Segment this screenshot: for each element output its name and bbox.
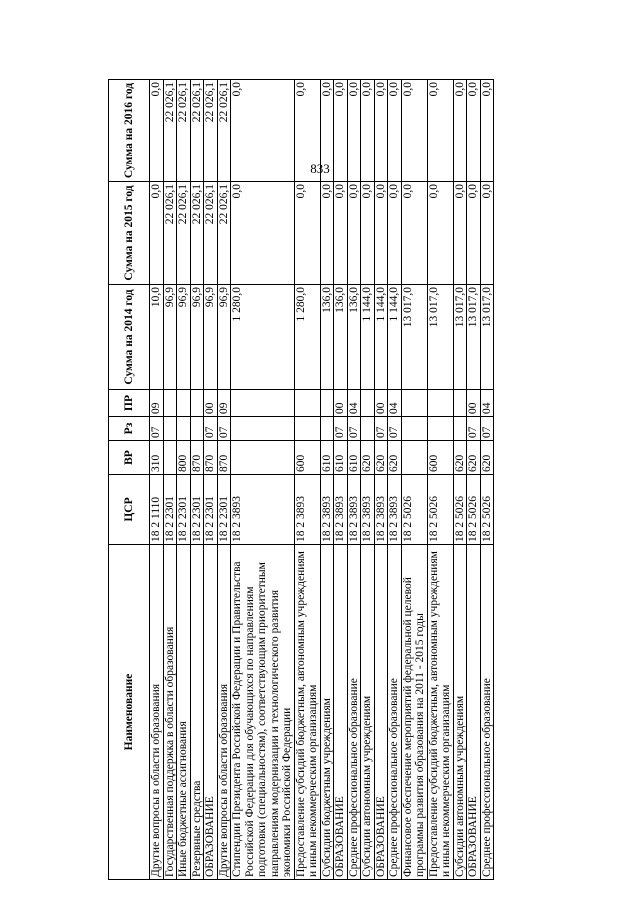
table-row bbox=[163, 80, 177, 880]
row-csr-cell: 18 2 5026 bbox=[480, 475, 494, 545]
table-header-row bbox=[109, 80, 150, 880]
row-sum-2016-cell: 0,0 bbox=[374, 80, 388, 182]
row-rz-cell bbox=[231, 417, 295, 441]
row-pr-cell bbox=[320, 390, 334, 417]
row-sum-2015-cell: 0,0 bbox=[480, 182, 494, 285]
row-csr-cell: 18 2 3893 bbox=[347, 475, 361, 545]
row-sum-2014-cell: 1 144,0 bbox=[388, 285, 402, 390]
row-csr-cell: 18 2 5026 bbox=[453, 475, 467, 545]
row-sum-2014-cell: 96,9 bbox=[190, 285, 204, 390]
row-csr-cell: 18 2 2301 bbox=[177, 475, 191, 545]
row-name-cell: Субсидии бюджетным учреждениям bbox=[320, 545, 334, 880]
row-name-cell: Государственная поддержка в области образования bbox=[163, 545, 177, 880]
row-name-cell: Финансовое обеспечение мероприятий федеральной целевой программы развития образования на 2011 - 2015 годы bbox=[401, 545, 427, 880]
row-vr-cell bbox=[401, 441, 427, 475]
row-csr-cell: 18 2 5026 bbox=[467, 475, 481, 545]
row-name-cell: Среднее профессиональное образование bbox=[480, 545, 494, 880]
table-row bbox=[190, 80, 204, 880]
row-name-cell: Другие вопросы в области образования bbox=[150, 545, 164, 880]
row-name-cell: ОБРАЗОВАНИЕ bbox=[204, 545, 218, 880]
row-vr-cell: 310 bbox=[150, 441, 164, 475]
row-vr-cell: 620 bbox=[467, 441, 481, 475]
row-sum-2015-cell: 0,0 bbox=[294, 182, 320, 285]
row-sum-2015-cell: 0,0 bbox=[374, 182, 388, 285]
row-sum-2016-cell: 22 026,1 bbox=[217, 80, 231, 182]
row-rz-cell: 07 bbox=[374, 417, 388, 441]
table-row bbox=[231, 80, 295, 880]
row-sum-2014-cell: 13 017,0 bbox=[480, 285, 494, 390]
row-vr-cell: 870 bbox=[190, 441, 204, 475]
row-rz-cell: 07 bbox=[480, 417, 494, 441]
row-sum-2016-cell: 22 026,1 bbox=[177, 80, 191, 182]
row-sum-2015-cell: 0,0 bbox=[467, 182, 481, 285]
row-sum-2015-cell: 0,0 bbox=[401, 182, 427, 285]
row-rz-cell: 07 bbox=[150, 417, 164, 441]
row-pr-cell bbox=[294, 390, 320, 417]
row-pr-cell bbox=[427, 390, 453, 417]
header-vr: ВР bbox=[109, 441, 150, 475]
row-pr-cell: 09 bbox=[150, 390, 164, 417]
row-rz-cell: 07 bbox=[388, 417, 402, 441]
row-sum-2015-cell: 22 026,1 bbox=[204, 182, 218, 285]
page-number: 833 bbox=[310, 161, 330, 176]
row-rz-cell: 07 bbox=[217, 417, 231, 441]
row-vr-cell bbox=[163, 441, 177, 475]
row-sum-2014-cell: 13 017,0 bbox=[401, 285, 427, 390]
row-sum-2014-cell: 13 017,0 bbox=[427, 285, 453, 390]
row-sum-2016-cell: 0,0 bbox=[388, 80, 402, 182]
header-rz: Рз bbox=[109, 417, 150, 441]
table-row bbox=[480, 80, 494, 880]
header-sum-2015: Сумма на 2015 год bbox=[109, 182, 150, 285]
row-vr-cell: 620 bbox=[388, 441, 402, 475]
row-vr-cell: 600 bbox=[294, 441, 320, 475]
row-rz-cell: 07 bbox=[467, 417, 481, 441]
row-pr-cell: 00 bbox=[204, 390, 218, 417]
row-sum-2016-cell: 22 026,1 bbox=[163, 80, 177, 182]
table-row bbox=[320, 80, 334, 880]
rotated-table-container bbox=[108, 80, 538, 880]
table-row bbox=[361, 80, 375, 880]
table-row bbox=[294, 80, 320, 880]
row-rz-cell: 07 bbox=[334, 417, 348, 441]
row-rz-cell bbox=[294, 417, 320, 441]
row-sum-2015-cell: 0,0 bbox=[347, 182, 361, 285]
row-sum-2016-cell: 0,0 bbox=[150, 80, 164, 182]
row-csr-cell: 18 2 2301 bbox=[163, 475, 177, 545]
row-name-cell: Иные бюджетные ассигнования bbox=[177, 545, 191, 880]
row-sum-2014-cell: 1 144,0 bbox=[361, 285, 375, 390]
row-pr-cell: 00 bbox=[334, 390, 348, 417]
row-sum-2016-cell: 0,0 bbox=[231, 80, 295, 182]
row-sum-2015-cell: 22 026,1 bbox=[177, 182, 191, 285]
row-csr-cell: 18 2 3893 bbox=[361, 475, 375, 545]
row-csr-cell: 18 2 3893 bbox=[334, 475, 348, 545]
row-csr-cell: 18 2 5026 bbox=[427, 475, 453, 545]
row-name-cell: ОБРАЗОВАНИЕ bbox=[467, 545, 481, 880]
row-name-cell: Среднее профессиональное образование bbox=[347, 545, 361, 880]
row-rz-cell bbox=[361, 417, 375, 441]
row-vr-cell: 620 bbox=[374, 441, 388, 475]
row-vr-cell: 600 bbox=[427, 441, 453, 475]
row-csr-cell: 18 2 5026 bbox=[401, 475, 427, 545]
row-sum-2016-cell: 0,0 bbox=[361, 80, 375, 182]
row-csr-cell: 18 2 1110 bbox=[150, 475, 164, 545]
row-rz-cell bbox=[320, 417, 334, 441]
row-vr-cell: 870 bbox=[204, 441, 218, 475]
row-name-cell: Субсидии автономным учреждениям bbox=[361, 545, 375, 880]
row-name-cell: Стипендии Президента Российской Федерации и Правительства Российской Федерации для обучающихся по направлениям подготовки (специальностям), соответствующим приоритетным направлениям модернизации и технологического развития экономики Российской Федерации bbox=[231, 545, 295, 880]
row-sum-2014-cell: 1 280,0 bbox=[231, 285, 295, 390]
row-name-cell: Среднее профессиональное образование bbox=[388, 545, 402, 880]
row-name-cell: Резервные средства bbox=[190, 545, 204, 880]
row-vr-cell bbox=[231, 441, 295, 475]
row-sum-2014-cell: 13 017,0 bbox=[467, 285, 481, 390]
row-sum-2016-cell: 0,0 bbox=[427, 80, 453, 182]
table-row bbox=[401, 80, 427, 880]
table-row bbox=[388, 80, 402, 880]
row-sum-2015-cell: 0,0 bbox=[320, 182, 334, 285]
row-name-cell: ОБРАЗОВАНИЕ bbox=[334, 545, 348, 880]
row-sum-2016-cell: 0,0 bbox=[453, 80, 467, 182]
row-csr-cell: 18 2 3893 bbox=[294, 475, 320, 545]
table-row bbox=[334, 80, 348, 880]
header-pr: ПР bbox=[109, 390, 150, 417]
table-body bbox=[150, 80, 494, 880]
table-row bbox=[453, 80, 467, 880]
row-sum-2015-cell: 22 026,1 bbox=[190, 182, 204, 285]
row-sum-2016-cell: 0,0 bbox=[480, 80, 494, 182]
row-csr-cell: 18 2 3893 bbox=[231, 475, 295, 545]
row-csr-cell: 18 2 2301 bbox=[190, 475, 204, 545]
row-csr-cell: 18 2 2301 bbox=[204, 475, 218, 545]
row-rz-cell: 07 bbox=[204, 417, 218, 441]
row-vr-cell: 620 bbox=[453, 441, 467, 475]
row-sum-2014-cell: 1 280,0 bbox=[294, 285, 320, 390]
row-vr-cell: 620 bbox=[361, 441, 375, 475]
row-pr-cell bbox=[453, 390, 467, 417]
row-name-cell: Предоставление субсидий бюджетным, автономным учреждениям и иным некоммерческим организациям bbox=[427, 545, 453, 880]
table-row bbox=[150, 80, 164, 880]
row-name-cell: Другие вопросы в области образования bbox=[217, 545, 231, 880]
row-vr-cell: 610 bbox=[334, 441, 348, 475]
row-csr-cell: 18 2 3893 bbox=[388, 475, 402, 545]
row-sum-2015-cell: 0,0 bbox=[150, 182, 164, 285]
row-csr-cell: 18 2 3893 bbox=[374, 475, 388, 545]
row-name-cell: Субсидии автономным учреждениям bbox=[453, 545, 467, 880]
row-pr-cell bbox=[361, 390, 375, 417]
row-sum-2016-cell: 0,0 bbox=[401, 80, 427, 182]
row-vr-cell: 800 bbox=[177, 441, 191, 475]
row-pr-cell bbox=[163, 390, 177, 417]
table-row bbox=[467, 80, 481, 880]
row-sum-2014-cell: 96,9 bbox=[177, 285, 191, 390]
row-pr-cell: 09 bbox=[217, 390, 231, 417]
row-sum-2014-cell: 10,0 bbox=[150, 285, 164, 390]
row-sum-2015-cell: 0,0 bbox=[361, 182, 375, 285]
table-row bbox=[347, 80, 361, 880]
row-rz-cell bbox=[427, 417, 453, 441]
row-sum-2016-cell: 22 026,1 bbox=[190, 80, 204, 182]
header-csr: ЦСР bbox=[109, 475, 150, 545]
row-sum-2015-cell: 22 026,1 bbox=[217, 182, 231, 285]
row-pr-cell: 00 bbox=[467, 390, 481, 417]
row-pr-cell bbox=[401, 390, 427, 417]
table-row bbox=[427, 80, 453, 880]
row-sum-2015-cell: 0,0 bbox=[334, 182, 348, 285]
row-sum-2014-cell: 96,9 bbox=[217, 285, 231, 390]
row-name-cell: Предоставление субсидий бюджетным, автономным учреждениям и иным некоммерческим организациям bbox=[294, 545, 320, 880]
row-rz-cell bbox=[453, 417, 467, 441]
row-vr-cell: 620 bbox=[480, 441, 494, 475]
row-csr-cell: 18 2 2301 bbox=[217, 475, 231, 545]
row-rz-cell bbox=[401, 417, 427, 441]
row-sum-2014-cell: 13 017,0 bbox=[453, 285, 467, 390]
table-row bbox=[177, 80, 191, 880]
row-pr-cell: 04 bbox=[347, 390, 361, 417]
row-sum-2016-cell: 0,0 bbox=[334, 80, 348, 182]
row-sum-2014-cell: 136,0 bbox=[347, 285, 361, 390]
row-csr-cell: 18 2 3893 bbox=[320, 475, 334, 545]
row-sum-2015-cell: 0,0 bbox=[453, 182, 467, 285]
row-pr-cell: 04 bbox=[480, 390, 494, 417]
row-sum-2015-cell: 22 026,1 bbox=[163, 182, 177, 285]
row-vr-cell: 610 bbox=[347, 441, 361, 475]
row-sum-2016-cell: 0,0 bbox=[294, 80, 320, 182]
row-sum-2015-cell: 0,0 bbox=[231, 182, 295, 285]
row-pr-cell bbox=[231, 390, 295, 417]
row-sum-2016-cell: 0,0 bbox=[467, 80, 481, 182]
row-sum-2016-cell: 0,0 bbox=[347, 80, 361, 182]
header-sum-2016: Сумма на 2016 год bbox=[109, 80, 150, 182]
row-vr-cell: 610 bbox=[320, 441, 334, 475]
table-row bbox=[374, 80, 388, 880]
table-row bbox=[204, 80, 218, 880]
row-rz-cell bbox=[190, 417, 204, 441]
row-sum-2014-cell: 96,9 bbox=[163, 285, 177, 390]
budget-table bbox=[108, 79, 494, 880]
row-sum-2016-cell: 0,0 bbox=[320, 80, 334, 182]
row-sum-2016-cell: 22 026,1 bbox=[204, 80, 218, 182]
row-sum-2015-cell: 0,0 bbox=[427, 182, 453, 285]
row-pr-cell: 04 bbox=[388, 390, 402, 417]
row-vr-cell: 870 bbox=[217, 441, 231, 475]
row-rz-cell bbox=[177, 417, 191, 441]
header-name: Наименование bbox=[109, 545, 150, 880]
row-sum-2014-cell: 136,0 bbox=[334, 285, 348, 390]
row-sum-2014-cell: 96,9 bbox=[204, 285, 218, 390]
row-pr-cell: 00 bbox=[374, 390, 388, 417]
row-sum-2014-cell: 136,0 bbox=[320, 285, 334, 390]
row-sum-2015-cell: 0,0 bbox=[388, 182, 402, 285]
table-row bbox=[217, 80, 231, 880]
row-pr-cell bbox=[177, 390, 191, 417]
row-sum-2014-cell: 1 144,0 bbox=[374, 285, 388, 390]
header-sum-2014: Сумма на 2014 год bbox=[109, 285, 150, 390]
row-name-cell: ОБРАЗОВАНИЕ bbox=[374, 545, 388, 880]
row-rz-cell: 07 bbox=[347, 417, 361, 441]
row-pr-cell bbox=[190, 390, 204, 417]
row-rz-cell bbox=[163, 417, 177, 441]
